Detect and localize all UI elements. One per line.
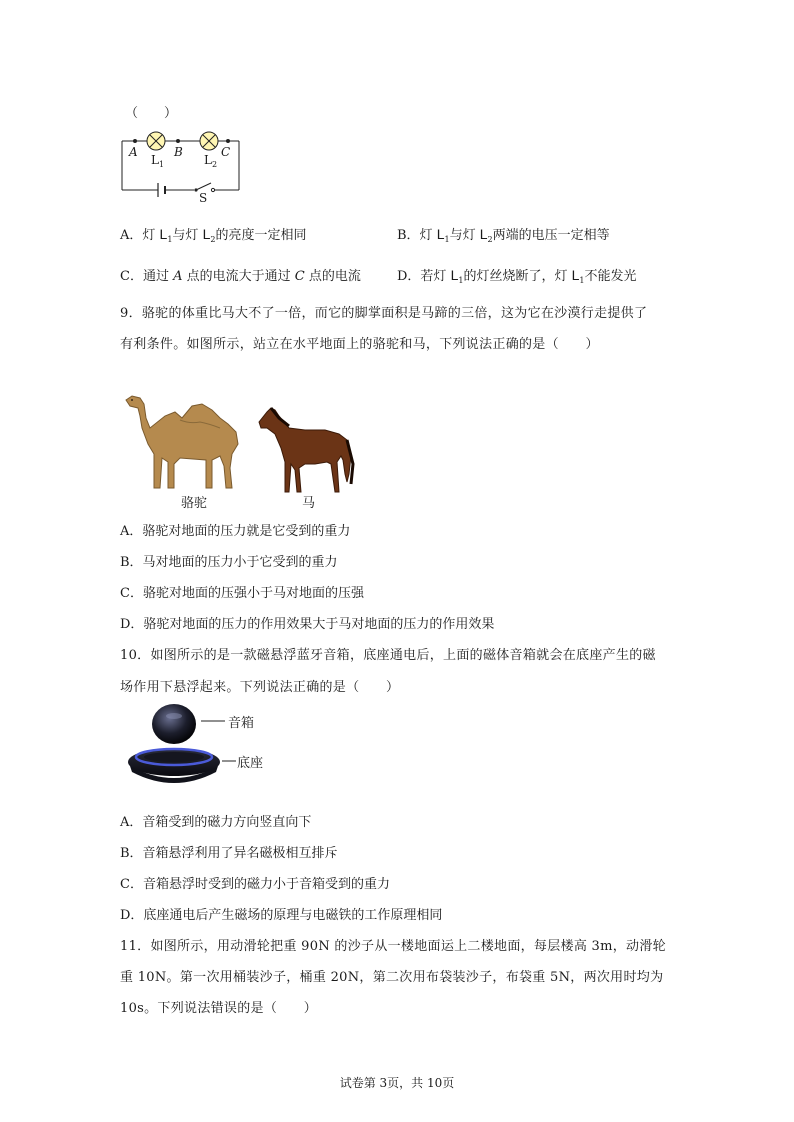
q10-stem-line2: 场作用下悬浮起来。下列说法正确的是（ ） — [120, 680, 400, 695]
q9-stem-line2: 有利条件。如图所示，站立在水平地面上的骆驼和马，下列说法正确的是（ ） — [120, 337, 599, 352]
q9-option-b: B．马对地面的压力小于它受到的重力 — [120, 555, 338, 570]
q8-option-a: A．灯 $L_1$与灯 $L_2$的亮度一定相同 — [120, 226, 307, 244]
label-point-c: C — [221, 145, 231, 159]
label-point-a: A — [129, 145, 138, 159]
switch-lever — [196, 183, 211, 190]
q9-option-d: D．骆驼对地面的压力的作用效果大于马对地面的压力的作用效果 — [120, 617, 495, 632]
point-b-dot — [176, 139, 180, 143]
q9-option-a: A．骆驼对地面的压力就是它受到的重力 — [120, 524, 351, 539]
speaker-label: 音箱 — [228, 716, 255, 731]
base-leader-line — [222, 759, 236, 763]
label-lamp-l2: $L_2$ — [204, 153, 218, 169]
q11-stem-line2: 重 10N。第一次用桶装沙子，桶重 20N，第二次用布袋装沙子，布袋重 5N，两次用时均为 — [120, 970, 664, 985]
speaker-leader-line — [201, 719, 225, 723]
horse-caption: 马 — [302, 496, 316, 511]
q10-option-c: C．音箱悬浮时受到的磁力小于音箱受到的重力 — [120, 877, 390, 892]
q8-option-b: B．灯 $L_1$与灯 $L_2$两端的电压一定相等 — [397, 226, 610, 244]
q9-option-c: C．骆驼对地面的压强小于马对地面的压强 — [120, 586, 364, 601]
q9-stem-line1: 9．骆驼的体重比马大不了一倍，而它的脚掌面积是马蹄的三倍，这为它在沙漠行走提供了 — [120, 306, 648, 321]
q10-option-b: B．音箱悬浮利用了异名磁极相互排斥 — [120, 846, 338, 861]
q8-option-d: D．若灯 $L_1$的灯丝烧断了，灯 $L_1$不能发光 — [397, 267, 637, 285]
base-label: 底座 — [237, 756, 264, 771]
q10-option-a: A．音箱受到的磁力方向竖直向下 — [120, 815, 312, 830]
point-a-dot — [133, 139, 137, 143]
q10-option-d: D．底座通电后产生磁场的原理与电磁铁的工作原理相同 — [120, 908, 443, 923]
q11-stem-line1: 11．如图所示，用动滑轮把重 90N 的沙子从一楼地面运上二楼地面，每层楼高 3m，动滑轮 — [120, 939, 666, 954]
label-lamp-l1: $L_1$ — [151, 153, 165, 169]
label-point-b: B — [174, 145, 183, 159]
horse-image — [255, 404, 355, 496]
camel-caption: 骆驼 — [181, 496, 208, 511]
q8-stem-end: （ ） — [125, 106, 178, 121]
q8-option-c: C．通过 A 点的电流大于通过 C 点的电流 — [120, 269, 361, 284]
q11-stem-line3: 10s。下列说法错误的是（ ） — [120, 1001, 318, 1016]
camel-image — [120, 388, 245, 493]
lamp-l2 — [200, 132, 218, 150]
q10-stem-line1: 10．如图所示的是一款磁悬浮蓝牙音箱，底座通电后，上面的磁体音箱就会在底座产生的磁 — [120, 648, 656, 663]
q8-circuit-diagram — [116, 128, 246, 206]
maglev-speaker-image — [122, 702, 227, 792]
label-switch: S — [199, 191, 208, 205]
page-footer: 试卷第 3页，共 10页 — [339, 1076, 455, 1090]
point-c-dot — [226, 139, 230, 143]
lamp-l1 — [147, 132, 165, 150]
